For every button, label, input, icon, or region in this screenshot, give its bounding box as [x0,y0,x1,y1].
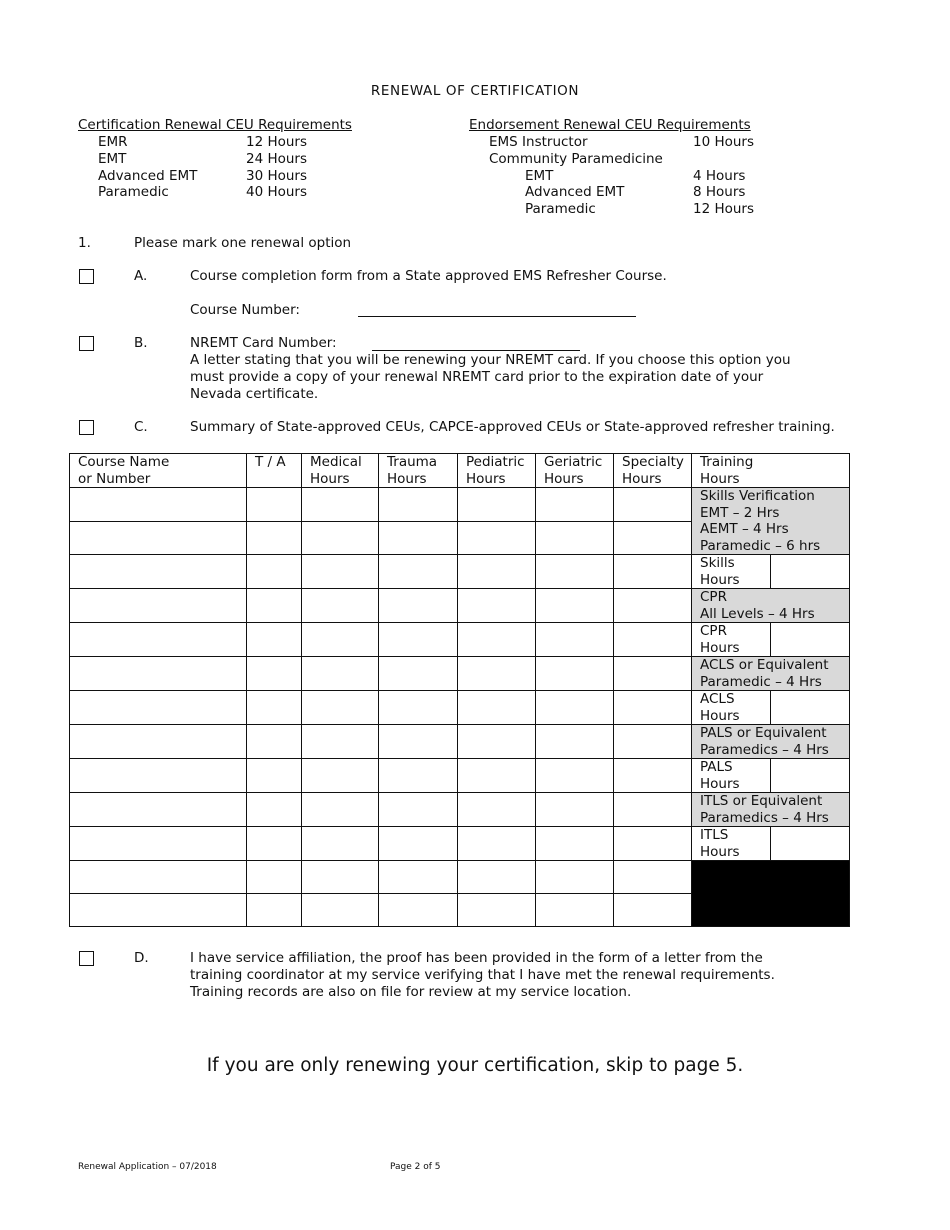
geriatric-cell[interactable] [536,894,614,927]
table-row [70,725,850,759]
specialty-cell[interactable] [614,827,692,861]
endorsement-level-emt: EMT [525,168,554,184]
option-c-checkbox[interactable] [79,420,94,435]
pediatric-cell[interactable] [458,521,536,555]
geriatric-cell[interactable] [536,725,614,759]
ta-cell[interactable] [247,657,302,691]
skills-hours-label: Skills Hours [692,555,771,589]
header-trauma: Trauma Hours [379,454,458,488]
course-cell[interactable] [70,861,247,894]
pediatric-cell[interactable] [458,589,536,623]
endorsement-community-label: Community Paramedicine [489,151,663,167]
acls-hours-label: ACLS Hours [692,691,771,725]
header-ta: T / A [247,454,302,488]
ta-cell[interactable] [247,488,302,522]
header-pediatric: Pediatric Hours [458,454,536,488]
specialty-cell[interactable] [614,657,692,691]
ta-cell[interactable] [247,521,302,555]
ceu-summary-table [69,453,850,927]
course-cell[interactable] [70,691,247,725]
trauma-cell[interactable] [379,521,458,555]
cert-hours-emr: 12 Hours [246,134,308,150]
table-row [70,657,850,691]
cpr-hours-label: CPR Hours [692,623,771,657]
trauma-cell[interactable] [379,793,458,827]
table-row [70,827,850,861]
nremt-card-number-label: NREMT Card Number: [190,335,337,351]
course-cell[interactable] [70,589,247,623]
option-c-text: Summary of State-approved CEUs, CAPCE-approved CEUs or State-approved refresher training. [190,419,835,435]
trauma-cell[interactable] [379,725,458,759]
trauma-cell[interactable] [379,555,458,589]
pals-hours-input[interactable] [771,759,850,793]
ta-cell[interactable] [247,725,302,759]
medical-cell[interactable] [302,691,379,725]
specialty-cell[interactable] [614,759,692,793]
geriatric-cell[interactable] [536,657,614,691]
pediatric-cell[interactable] [458,623,536,657]
geriatric-cell[interactable] [536,827,614,861]
ta-cell[interactable] [247,827,302,861]
table-row [70,589,850,623]
question-number: 1. [78,235,91,251]
geriatric-cell[interactable] [536,589,614,623]
course-number-label: Course Number: [190,302,300,318]
course-cell[interactable] [70,657,247,691]
specialty-cell[interactable] [614,793,692,827]
specialty-cell[interactable] [614,861,692,894]
pediatric-cell[interactable] [458,861,536,894]
nremt-card-number-field[interactable] [372,350,580,351]
cert-level-paramedic: Paramedic [98,184,169,200]
endorsement-level-paramedic: Paramedic [525,201,596,217]
cert-requirements-heading: Certification Renewal CEU Requirements [78,117,352,133]
itls-hours-input[interactable] [771,827,850,861]
medical-cell[interactable] [302,894,379,927]
geriatric-cell[interactable] [536,691,614,725]
endorsement-instructor-label: EMS Instructor [489,134,588,150]
cert-level-emr: EMR [98,134,128,150]
endorsement-requirements-heading: Endorsement Renewal CEU Requirements [469,117,751,133]
table-row [70,793,850,827]
footer-form-version: Renewal Application – 07/2018 [78,1162,217,1172]
table-header-row [70,454,850,488]
medical-cell[interactable] [302,793,379,827]
itls-info: ITLS or Equivalent Paramedics – 4 Hrs [692,793,850,827]
medical-cell[interactable] [302,827,379,861]
option-a-text: Course completion form from a State approved EMS Refresher Course. [190,268,667,284]
cert-hours-paramedic: 40 Hours [246,184,308,200]
table-row [70,623,850,657]
geriatric-cell[interactable] [536,759,614,793]
header-medical: Medical Hours [302,454,379,488]
skills-verification-info: Skills Verification EMT – 2 Hrs AEMT – 4 Hrs Paramedic – 6 hrs [692,488,850,555]
course-cell[interactable] [70,555,247,589]
specialty-cell[interactable] [614,589,692,623]
specialty-cell[interactable] [614,894,692,927]
skills-hours-input[interactable] [771,555,850,589]
header-specialty: Specialty Hours [614,454,692,488]
ta-cell[interactable] [247,691,302,725]
table-row [70,691,850,725]
course-cell[interactable] [70,759,247,793]
pediatric-cell[interactable] [458,488,536,522]
course-cell[interactable] [70,623,247,657]
specialty-cell[interactable] [614,725,692,759]
trauma-cell[interactable] [379,827,458,861]
acls-hours-input[interactable] [771,691,850,725]
pals-hours-label: PALS Hours [692,759,771,793]
course-cell[interactable] [70,894,247,927]
pediatric-cell[interactable] [458,793,536,827]
ta-cell[interactable] [247,759,302,793]
pediatric-cell[interactable] [458,827,536,861]
course-cell[interactable] [70,827,247,861]
specialty-cell[interactable] [614,623,692,657]
option-c-letter: C. [134,419,148,435]
skip-note: If you are only renewing your certification, skip to page 5. [206,1055,744,1076]
ta-cell[interactable] [247,861,302,894]
cpr-info: CPR All Levels – 4 Hrs [692,589,850,623]
itls-hours-label: ITLS Hours [692,827,771,861]
table-row [70,488,850,522]
pediatric-cell[interactable] [458,759,536,793]
option-a-checkbox[interactable] [79,269,94,284]
trauma-cell[interactable] [379,657,458,691]
footer-page-number: Page 2 of 5 [390,1162,441,1172]
trauma-cell[interactable] [379,894,458,927]
table-row [70,861,850,894]
ta-cell[interactable] [247,894,302,927]
cert-level-aemt: Advanced EMT [98,168,198,184]
medical-cell[interactable] [302,623,379,657]
geriatric-cell[interactable] [536,555,614,589]
specialty-cell[interactable] [614,488,692,522]
course-cell[interactable] [70,725,247,759]
medical-cell[interactable] [302,861,379,894]
endorsement-hours-paramedic: 12 Hours [693,201,755,217]
pediatric-cell[interactable] [458,725,536,759]
course-number-field[interactable] [358,316,636,317]
option-a-letter: A. [134,268,148,284]
course-cell[interactable] [70,521,247,555]
pediatric-cell[interactable] [458,555,536,589]
course-cell[interactable] [70,488,247,522]
ta-cell[interactable] [247,793,302,827]
pediatric-cell[interactable] [458,657,536,691]
option-b-text: A letter stating that you will be renewing your NREMT card. If you choose this option you must provide a copy of your renewal NREMT card prior to the expiration date of your Nevada certificate. [190,352,791,402]
trauma-cell[interactable] [379,488,458,522]
cert-hours-emt: 24 Hours [246,151,308,167]
endorsement-hours-emt: 4 Hours [693,168,746,184]
table-row [70,555,850,589]
geriatric-cell[interactable] [536,488,614,522]
option-b-letter: B. [134,335,148,351]
medical-cell[interactable] [302,521,379,555]
medical-cell[interactable] [302,759,379,793]
medical-cell[interactable] [302,725,379,759]
cert-hours-aemt: 30 Hours [246,168,308,184]
specialty-cell[interactable] [614,521,692,555]
trauma-cell[interactable] [379,691,458,725]
endorsement-hours-aemt: 8 Hours [693,184,746,200]
medical-cell[interactable] [302,589,379,623]
geriatric-cell[interactable] [536,623,614,657]
question-text: Please mark one renewal option [134,235,352,251]
header-geriatric: Geriatric Hours [536,454,614,488]
trauma-cell[interactable] [379,759,458,793]
trauma-cell[interactable] [379,861,458,894]
geriatric-cell[interactable] [536,521,614,555]
specialty-cell[interactable] [614,555,692,589]
course-cell[interactable] [70,793,247,827]
option-d-checkbox[interactable] [79,951,94,966]
medical-cell[interactable] [302,657,379,691]
acls-info: ACLS or Equivalent Paramedic – 4 Hrs [692,657,850,691]
geriatric-cell[interactable] [536,861,614,894]
endorsement-instructor-hours: 10 Hours [693,134,755,150]
geriatric-cell[interactable] [536,793,614,827]
trauma-cell[interactable] [379,623,458,657]
cpr-hours-input[interactable] [771,623,850,657]
blacked-out-cell [692,861,850,927]
option-b-checkbox[interactable] [79,336,94,351]
header-training: Training Hours [692,454,850,488]
cert-level-emt: EMT [98,151,127,167]
ta-cell[interactable] [247,555,302,589]
pediatric-cell[interactable] [458,691,536,725]
ta-cell[interactable] [247,623,302,657]
option-d-text: I have service affiliation, the proof has been provided in the form of a letter from the training coordinator at my service verifying that I have met the renewal requirements. Training records are also on file for review at my service location. [190,950,775,1000]
option-d-letter: D. [134,950,149,966]
endorsement-level-aemt: Advanced EMT [525,184,625,200]
page-title: RENEWAL OF CERTIFICATION [370,83,580,99]
pals-info: PALS or Equivalent Paramedics – 4 Hrs [692,725,850,759]
medical-cell[interactable] [302,555,379,589]
medical-cell[interactable] [302,488,379,522]
ta-cell[interactable] [247,589,302,623]
specialty-cell[interactable] [614,691,692,725]
table-row [70,759,850,793]
pediatric-cell[interactable] [458,894,536,927]
header-course: Course Name or Number [70,454,247,488]
trauma-cell[interactable] [379,589,458,623]
